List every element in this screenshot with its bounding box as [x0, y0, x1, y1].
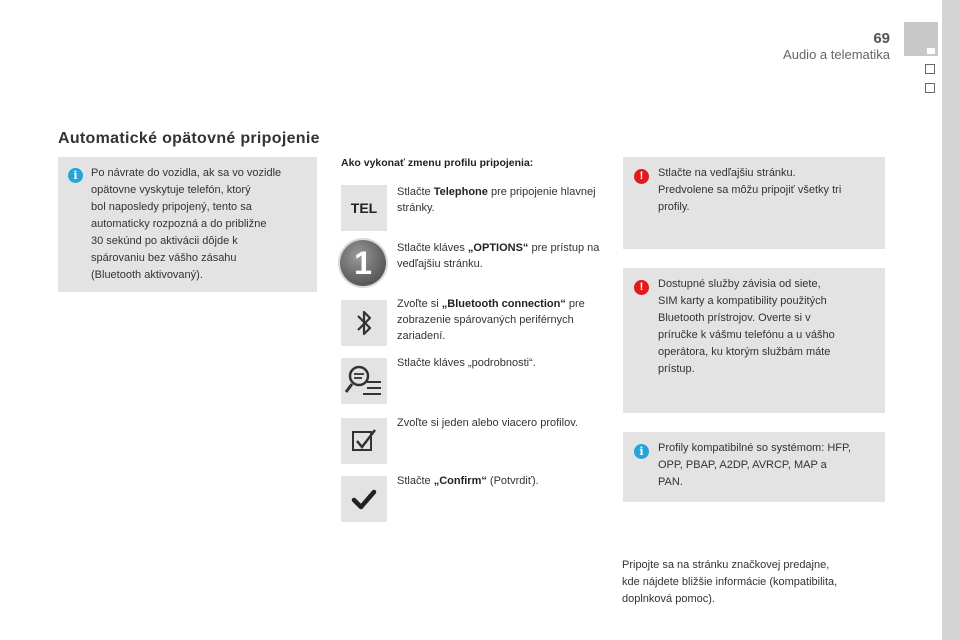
note-text: Profily kompatibilné so systémom: HFP, OPP, PBAP, A2DP, AVRCP, MAP a PAN.	[658, 442, 851, 488]
warning-icon: !	[634, 280, 649, 295]
step-text-profiles: Zvoľte si jeden alebo viacero profilov.	[397, 417, 578, 429]
step-text-confirm: Stlačte „Confirm“ (Potvrdiť).	[397, 475, 539, 487]
info-icon: i	[634, 444, 649, 459]
note-text: Stlačte na vedľajšiu stránku. Predvolene sa môžu pripojiť všetky tri profily.	[658, 167, 842, 213]
chapter-tab-box	[925, 64, 935, 74]
step-text-details: Stlačte kláves „podrobnosti“.	[397, 357, 536, 369]
checkbox-check-icon	[341, 418, 387, 464]
step-text-telephone: Stlačte Telephone pre pripojenie hlavnej stránky.	[397, 186, 596, 214]
section-title: Automatické opätovné pripojenie	[58, 130, 320, 147]
note-text: Dostupné služby závisia od siete, SIM karty a kompatibility použitých Bluetooth prístrojov. Overte si v príručke k vášmu telefónu a u vášho operátora, ku ktorým službám máte prístup.	[658, 278, 835, 375]
page-number: 69	[873, 30, 890, 47]
footer-text: Pripojte sa na stránku značkovej predajne, kde nájdete bližšie informácie (kompatibilita, doplnková pomoc).	[622, 559, 838, 605]
info-box-text: Po návrate do vozidla, ak sa vo vozidle opätovne vyskytuje telefón, ktorý bol naposledy pripojený, tento sa automaticky rozpozná a do približne 30 sekúnd po aktivácii dôjde k spárovaniu bez vášho zásahu (Bluetooth aktivovaný).	[91, 167, 282, 281]
chapter-tab-box	[925, 83, 935, 93]
tel-label: TEL	[350, 200, 378, 216]
info-icon: i	[68, 168, 83, 183]
step-text-options: Stlačte kláves „OPTIONS“ pre prístup na vedľajšiu stránku.	[397, 242, 600, 270]
chapter-title: Audio a telematika	[783, 47, 890, 62]
side-margin-bar	[942, 0, 960, 640]
bluetooth-icon	[341, 300, 387, 346]
procedure-title: Ako vykonať zmenu profilu pripojenia:	[341, 157, 534, 169]
confirm-check-icon	[341, 476, 387, 522]
tel-button-icon	[341, 185, 387, 231]
step-number-badge: 1	[340, 240, 386, 286]
details-search-icon	[341, 358, 387, 404]
chapter-tab-marker	[927, 48, 935, 54]
step-text-bluetooth: Zvoľte si „Bluetooth connection“ pre zobrazenie spárovaných periférnych zariadení.	[397, 298, 585, 342]
warning-icon: !	[634, 169, 649, 184]
